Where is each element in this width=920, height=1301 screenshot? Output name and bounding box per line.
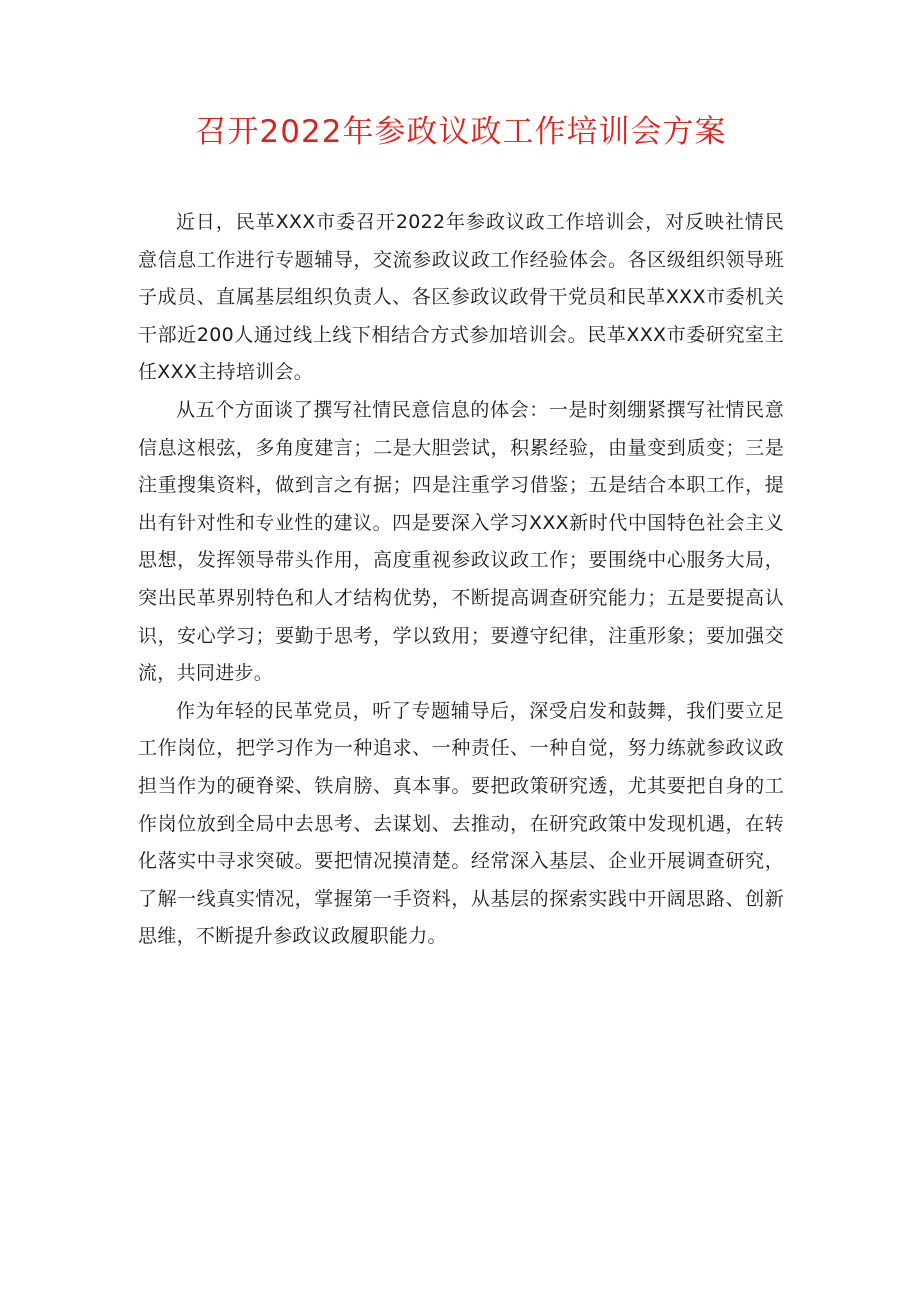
paragraph-3: 作为年轻的民革党员，听了专题辅导后，深受启发和鼓舞，我们要立足工作岗位，把学习作为一种追求、一种责任、一种自觉，努力练就参政议政担当作为的硬脊梁、铁肩膀、真本事。要把政策研究透，尤其要把自身的工作岗位放到全局中去思考、去谋划、去推动，在研究政策中发现机遇，在转化落实中寻求突破。要把情况摸清楚。经常深入基层、企业开展调查研究，了解一线真实情况，掌握第一手资料，从基层的探索实践中开阔思路、创新思维，不断提升参政议政履职能力。 (138, 699, 784, 948)
paragraph-2: 从五个方面谈了撰写社情民意信息的体会：一是时刻绷紧撰写社情民意信息这根弦，多角度建言；二是大胆尝试，积累经验，由量变到质变；三是注重搜集资料，做到言之有据；四是注重学习借鉴；五是结合本职工作，提出有针对性和专业性的建议。四是要深入学习XXX新时代中国特色社会主义思想，发挥领导带头作用，高度重视参政议政工作；要围绕中心服务大局，突出民革界别特色和人才结构优势，不断提高调查研究能力；五是要提高认识，安心学习；要勤于思考，学以致用；要遵守纪律，注重形象；要加强交流，共同进步。 (138, 398, 784, 685)
document-title: 召开2022年参政议政工作培训会方案 (195, 114, 727, 150)
document-body (138, 204, 784, 956)
paragraph-1: 近日，民革XXX市委召开2022年参政议政工作培训会，对反映社情民意信息工作进行专题辅导，交流参政议政工作经验体会。各区级组织领导班子成员、直属基层组织负责人、各区参政议政骨干党员和民革XXX市委机关干部近200人通过线上线下相结合方式参加培训会。民革XXX市委研究室主任XXX主持培训会。 (138, 211, 784, 384)
